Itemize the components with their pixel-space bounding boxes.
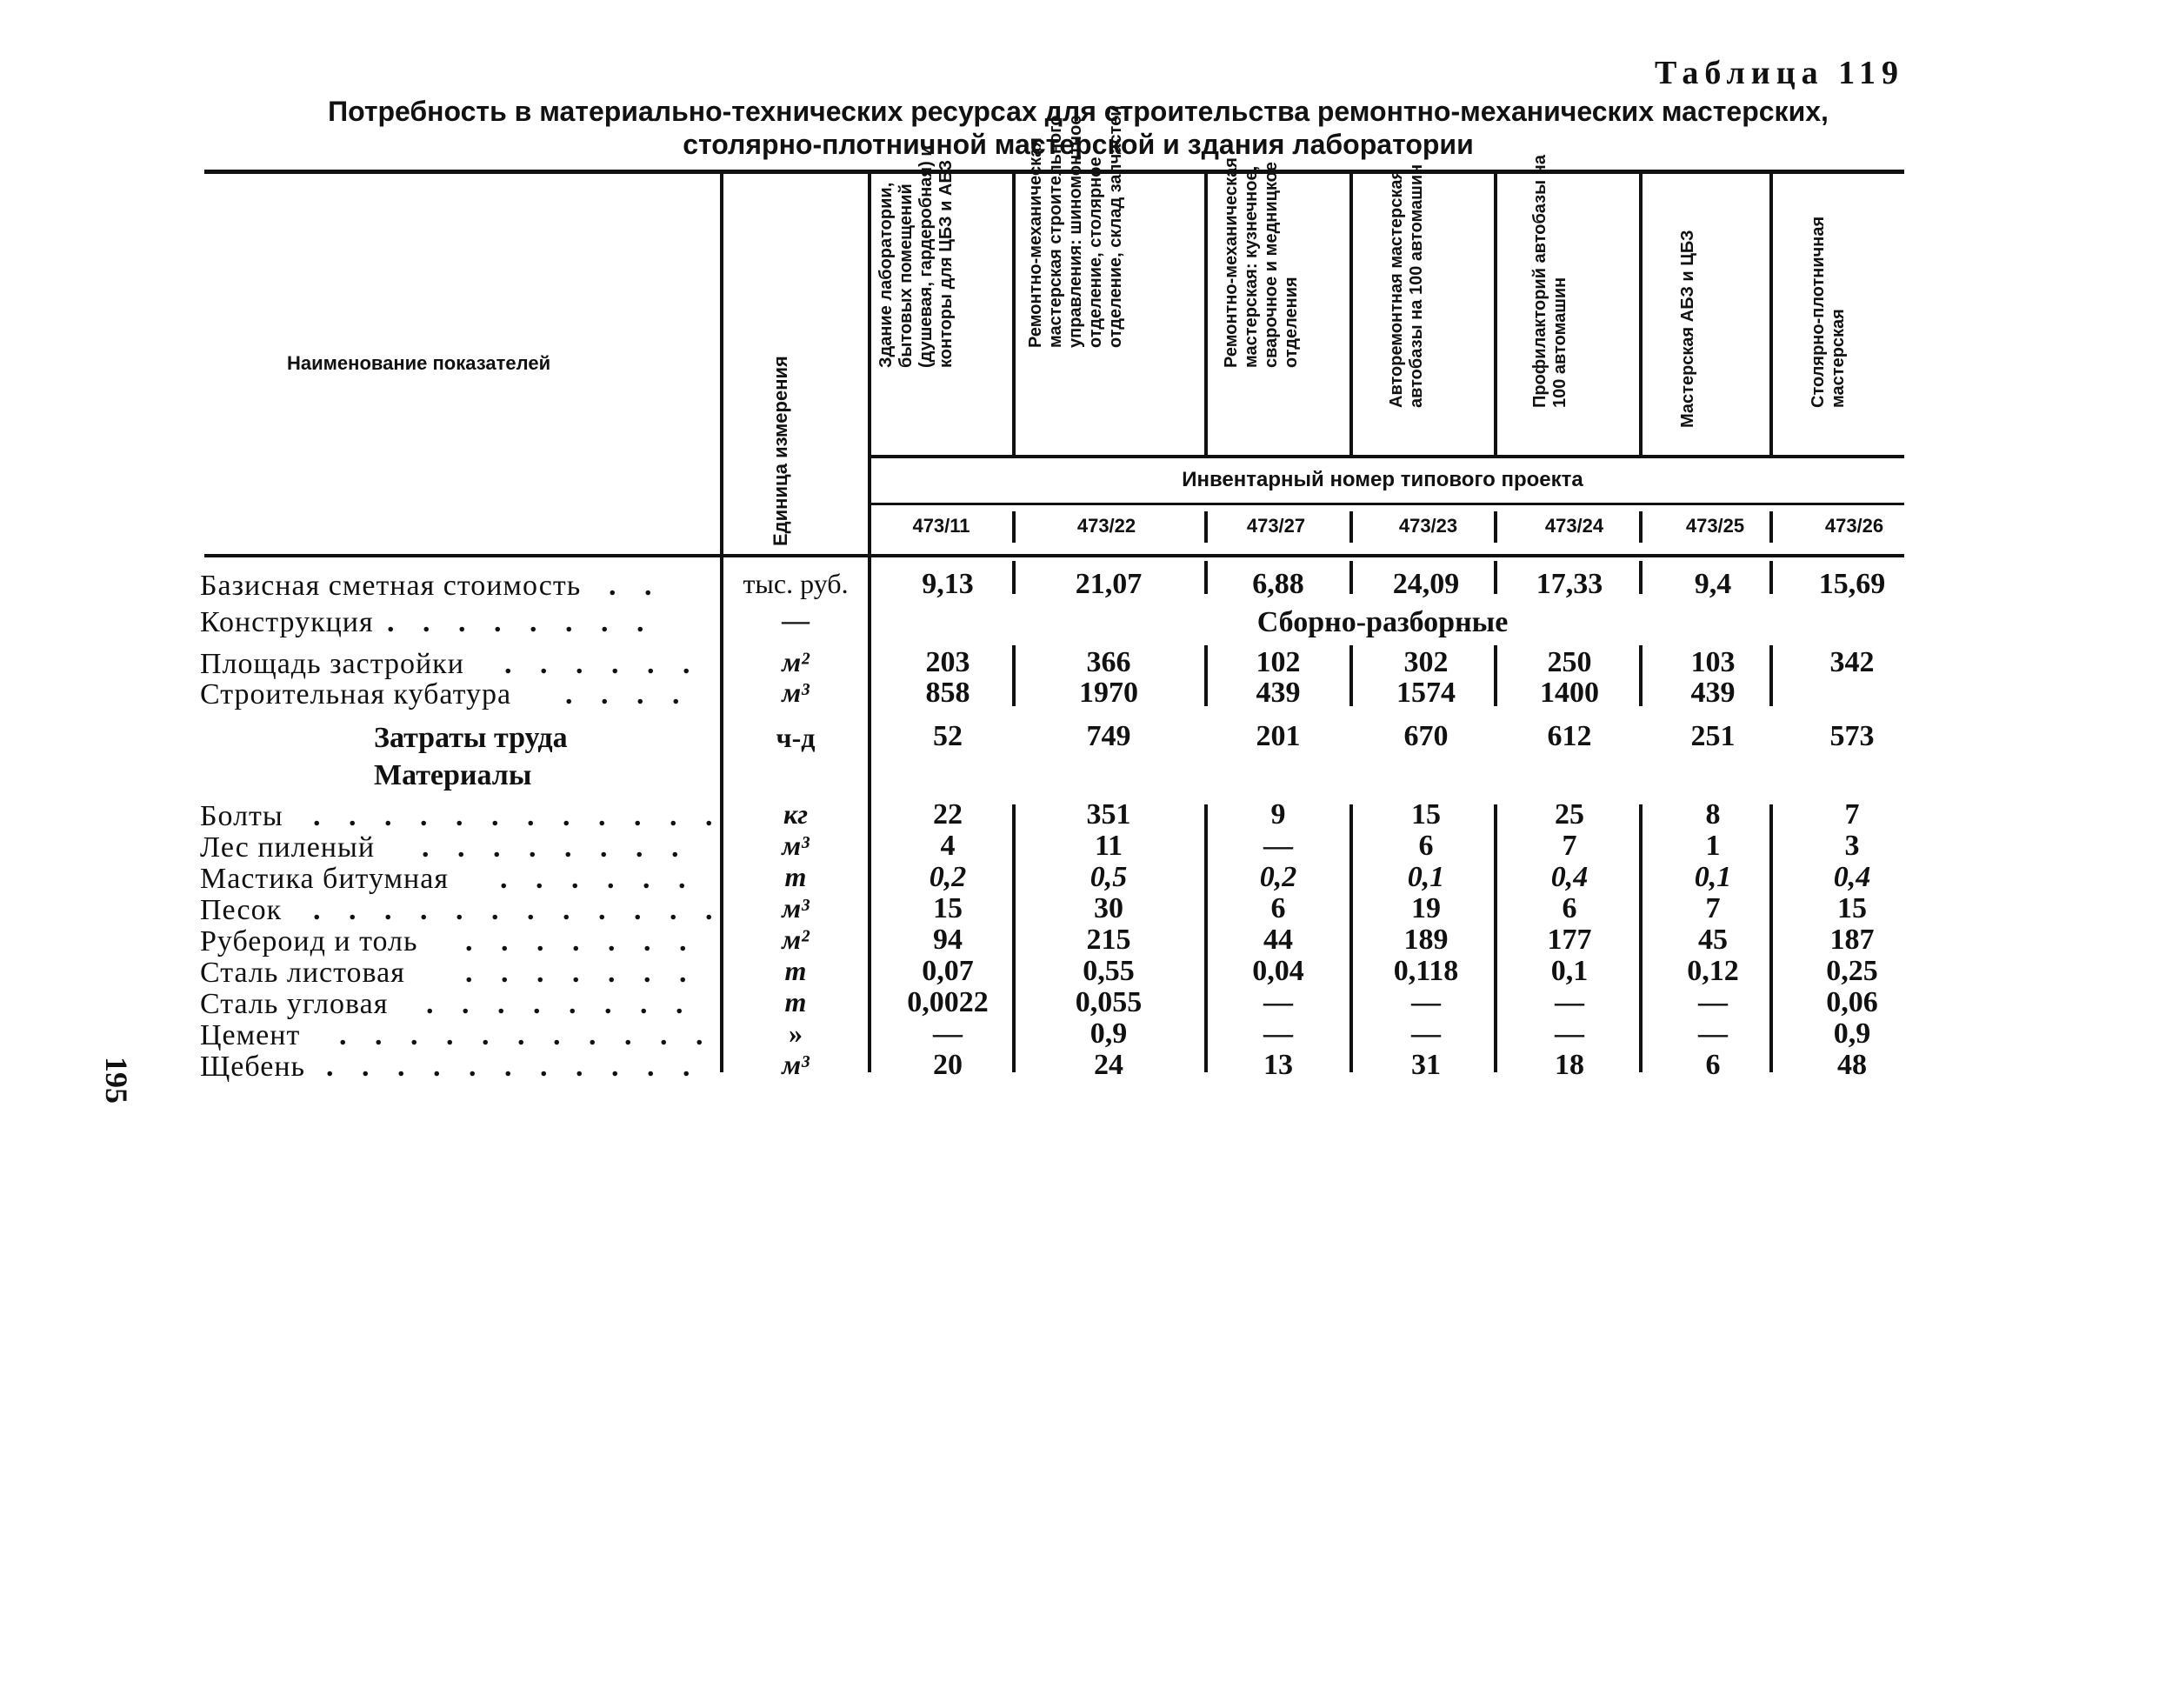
value-cell: 30 [1094, 892, 1123, 924]
body-sep [1494, 804, 1497, 1072]
code-sep [1769, 511, 1773, 543]
header-bottom-rule [204, 554, 1904, 557]
body-sep [1204, 561, 1208, 594]
row-label-bolts: Болты [200, 800, 283, 832]
value-cell: 15 [933, 892, 963, 924]
value-cell: 0,25 [1826, 955, 1878, 987]
value-cell: 0,12 [1687, 955, 1739, 987]
value-cell: 9 [1270, 798, 1286, 831]
object-header-1-text: Здание лаборатории, бытовых помещений (душевая, гардеробная) и конторы для ЦБЗ и АБЗ [876, 145, 956, 368]
row-label-construction: Конструкция [200, 606, 374, 638]
unit-col-divider [720, 174, 723, 1072]
value-cell: 18 [1555, 1049, 1584, 1081]
leader-dots: . . . . . . [500, 863, 696, 895]
object-header-3 [1222, 157, 1352, 448]
value-cell: 0,2 [1259, 861, 1297, 893]
col-divider-3 [1204, 174, 1208, 455]
value-cell: 0,9 [1833, 1017, 1871, 1050]
value-cell: 187 [1829, 924, 1875, 956]
body-sep [1494, 561, 1497, 594]
code-sep [1204, 511, 1208, 543]
row-label-labor: Затраты труда [374, 722, 568, 754]
value-cell: 0,04 [1252, 955, 1304, 987]
object-header-7-text: Столярно-плотничная мастерская [1809, 216, 1848, 408]
leader-dots: . . . . . . . . . . . . [313, 894, 723, 926]
body-sep [1639, 561, 1643, 594]
body-sep [1349, 645, 1353, 706]
row-label-steel-angle: Сталь угловая [200, 988, 389, 1020]
value-cell: — [1555, 1017, 1584, 1050]
codes-rule [870, 503, 1904, 505]
value-cell: 302 [1403, 646, 1449, 678]
row-label-roofing: Рубероид и толь [200, 925, 418, 957]
unit-steel-sheet: т [784, 955, 807, 986]
leader-dots: . . . . . . . . [426, 988, 694, 1020]
table-title-line-2: столярно-плотничной мастерской и здания лаборатории [683, 129, 1474, 160]
value-cell: 351 [1086, 798, 1131, 831]
value-cell: — [933, 1017, 963, 1050]
col-divider-2 [1012, 174, 1016, 455]
value-cell: 15 [1411, 798, 1441, 831]
unit-area: м² [782, 646, 810, 677]
leader-dots: . . . . . . . . [387, 606, 655, 638]
value-cell: 19 [1411, 892, 1441, 924]
value-cell: 439 [1256, 677, 1301, 709]
row-label-lumber: Лес пиленый [200, 831, 376, 864]
value-cell: 7 [1705, 892, 1721, 924]
value-cell: 670 [1403, 720, 1449, 752]
value-cell: 6,88 [1252, 568, 1304, 600]
value-cell: 22 [933, 798, 963, 831]
value-cell: 6 [1418, 830, 1434, 862]
value-cell: 9,4 [1694, 568, 1732, 600]
table-title-line-1: Потребность в материально-технических ресурсах для строительства ремонтно-механических мастерских, [328, 96, 1829, 127]
object-header-3-text: Ремонтно-механическая мастерская: кузнечное, сварочное и медницкое отделения [1222, 157, 1301, 368]
value-cell: 189 [1403, 924, 1449, 956]
row-label-area: Площадь застройки [200, 648, 464, 680]
value-cell: 7 [1562, 830, 1577, 862]
object-header-4-text: Авторемонтная мастерская автобазы на 100 автомашин [1387, 163, 1426, 408]
project-code: 473/25 [1685, 515, 1745, 537]
unit-lumber: м³ [782, 830, 810, 861]
value-cell: 48 [1837, 1049, 1867, 1081]
value-cell: — [1411, 986, 1441, 1018]
value-cell: 45 [1698, 924, 1728, 956]
value-cell: 8 [1705, 798, 1721, 831]
value-cell: 203 [925, 646, 970, 678]
value-cell: 0,2 [929, 861, 967, 893]
row-label-steel-sheet: Сталь листовая [200, 957, 405, 989]
value-cell: — [1698, 1017, 1728, 1050]
value-cell: 24,09 [1392, 568, 1460, 600]
object-header-2 [1026, 105, 1156, 448]
code-sep [1012, 511, 1016, 543]
unit-sand: м³ [782, 892, 810, 924]
object-header-5-text: Профилакторий автобазы на 100 автомашин [1530, 155, 1569, 408]
leader-dots: . . . . . . . . [422, 831, 690, 864]
value-cell: 0,055 [1075, 986, 1143, 1018]
body-sep [1639, 804, 1643, 1072]
value-cell: 13 [1263, 1049, 1293, 1081]
value-cell: 612 [1547, 720, 1592, 752]
object-header-2-text: Ремонтно-механическая мастерская строительного управления: шиномонтное отделение, столярное отделение, склад запчастей [1026, 105, 1125, 348]
value-cell: 102 [1256, 646, 1301, 678]
unit-construction: — [782, 604, 810, 636]
value-cell: 573 [1829, 720, 1875, 752]
leader-dots: . . . . . . [504, 648, 701, 680]
inventory-number-header: Инвентарный номер типового проекта [1182, 468, 1583, 491]
code-sep [1494, 511, 1497, 543]
unit-roofing: м² [782, 924, 810, 955]
value-cell: — [1263, 986, 1293, 1018]
leader-dots: . . . . . . . . . . . [339, 1019, 714, 1051]
object-header-6 [1678, 183, 1809, 448]
project-code: 473/26 [1824, 515, 1884, 537]
value-cell: 21,07 [1075, 568, 1143, 600]
body-sep [1639, 645, 1643, 706]
value-cell: 20 [933, 1049, 963, 1081]
unit-base-cost: тыс. руб. [743, 568, 849, 599]
value-cell: 0,06 [1826, 986, 1878, 1018]
value-cell: 24 [1094, 1049, 1123, 1081]
value-cell: — [1263, 1017, 1293, 1050]
name-column-header: Наименование показателей [287, 352, 551, 374]
table-label: Таблица 119 [1655, 55, 1904, 91]
project-code: 473/23 [1398, 515, 1458, 537]
value-cell: 9,13 [922, 568, 974, 600]
leader-dots: . . . . . . . . . . . [326, 1051, 701, 1083]
unit-column-header: Единица измерения [770, 356, 791, 546]
object-header-1 [876, 145, 1007, 448]
object-header-5 [1530, 155, 1661, 448]
value-cell: 15,69 [1818, 568, 1886, 600]
body-sep [1494, 645, 1497, 706]
value-cell: 6 [1270, 892, 1286, 924]
value-cell: 52 [933, 720, 963, 752]
value-cell: 11 [1094, 830, 1123, 862]
value-cell: — [1411, 1017, 1441, 1050]
value-cell: 103 [1690, 646, 1736, 678]
object-header-6-text: Мастерская АБЗ и ЦБЗ [1678, 230, 1697, 428]
project-code: 473/24 [1544, 515, 1604, 537]
unit-steel-angle: т [784, 986, 807, 1017]
row-label-base-cost: Базисная сметная стоимость [200, 570, 582, 602]
leader-dots: . . . . [565, 678, 690, 711]
value-cell: 0,118 [1393, 955, 1459, 987]
body-sep [1349, 561, 1353, 594]
value-cell: 1400 [1540, 677, 1599, 709]
object-header-4 [1387, 163, 1517, 448]
value-cell: 1970 [1079, 677, 1138, 709]
value-cell: 0,5 [1090, 861, 1128, 893]
row-label-cement: Цемент [200, 1019, 301, 1051]
value-cell: 6 [1562, 892, 1577, 924]
value-cell: 0,1 [1550, 955, 1589, 987]
value-cell: 7 [1844, 798, 1860, 831]
project-code: 473/22 [1076, 515, 1136, 537]
value-cell: 366 [1086, 646, 1131, 678]
leader-dots: . . . . . . . [465, 925, 697, 957]
value-cell: — [1698, 986, 1728, 1018]
inventory-rule [870, 455, 1904, 458]
leader-dots: . . [609, 570, 663, 602]
value-cell: 858 [925, 677, 970, 709]
value-cell: — [1555, 986, 1584, 1018]
unit-cement: » [789, 1017, 803, 1049]
unit-volume: м³ [782, 677, 810, 708]
code-sep [1349, 511, 1353, 543]
value-cell: 201 [1256, 720, 1301, 752]
body-sep [1204, 804, 1208, 1072]
leader-dots: . . . . . . . . . . . . [313, 800, 723, 832]
value-cell: 439 [1690, 677, 1736, 709]
unit-labor: ч-д [776, 722, 816, 753]
value-cell: 6 [1705, 1049, 1721, 1081]
value-cell: — [1263, 830, 1293, 862]
row-label-volume: Строительная кубатура [200, 678, 512, 711]
value-cell: 0,9 [1090, 1017, 1128, 1050]
unit-bolts: кг [783, 798, 809, 830]
value-cell: 1574 [1396, 677, 1456, 709]
value-cell: 17,33 [1536, 568, 1603, 600]
body-sep [1204, 645, 1208, 706]
value-cell: 0,1 [1407, 861, 1445, 893]
value-cell: 0,07 [922, 955, 974, 987]
value-cell: 3 [1844, 830, 1860, 862]
row-label-sand: Песок [200, 894, 283, 926]
value-cell: 0,1 [1694, 861, 1732, 893]
value-cell: 0,4 [1833, 861, 1871, 893]
code-sep [1639, 511, 1643, 543]
value-cell: 15 [1837, 892, 1867, 924]
object-header-7 [1809, 183, 1939, 448]
page-number: 195 [99, 1057, 134, 1104]
row-label-mastic: Мастика битумная [200, 863, 449, 895]
construction-span-value: Сборно-разборные [1256, 606, 1509, 638]
value-cell: 31 [1411, 1049, 1441, 1081]
value-cell: 44 [1263, 924, 1293, 956]
row-label-gravel: Щебень [200, 1051, 306, 1083]
value-cell: 0,4 [1550, 861, 1589, 893]
unit-mastic: т [784, 861, 807, 892]
value-cell: 1 [1705, 830, 1721, 862]
value-cell: 0,0022 [907, 986, 989, 1018]
value-cell: 215 [1086, 924, 1131, 956]
value-cell: 251 [1690, 720, 1736, 752]
value-cell: 25 [1555, 798, 1584, 831]
value-cell: 0,55 [1083, 955, 1135, 987]
project-code: 473/11 [912, 515, 970, 537]
value-cell: 342 [1829, 646, 1875, 678]
unit-gravel: м³ [782, 1049, 810, 1080]
value-cell: 94 [933, 924, 963, 956]
leader-dots: . . . . . . . [465, 957, 697, 989]
value-cell: 177 [1547, 924, 1592, 956]
project-code: 473/27 [1246, 515, 1306, 537]
value-cell: 749 [1086, 720, 1131, 752]
materials-heading: Материалы [374, 759, 532, 791]
body-sep [1349, 804, 1353, 1072]
value-cell: 250 [1547, 646, 1592, 678]
value-cell: 4 [940, 830, 956, 862]
